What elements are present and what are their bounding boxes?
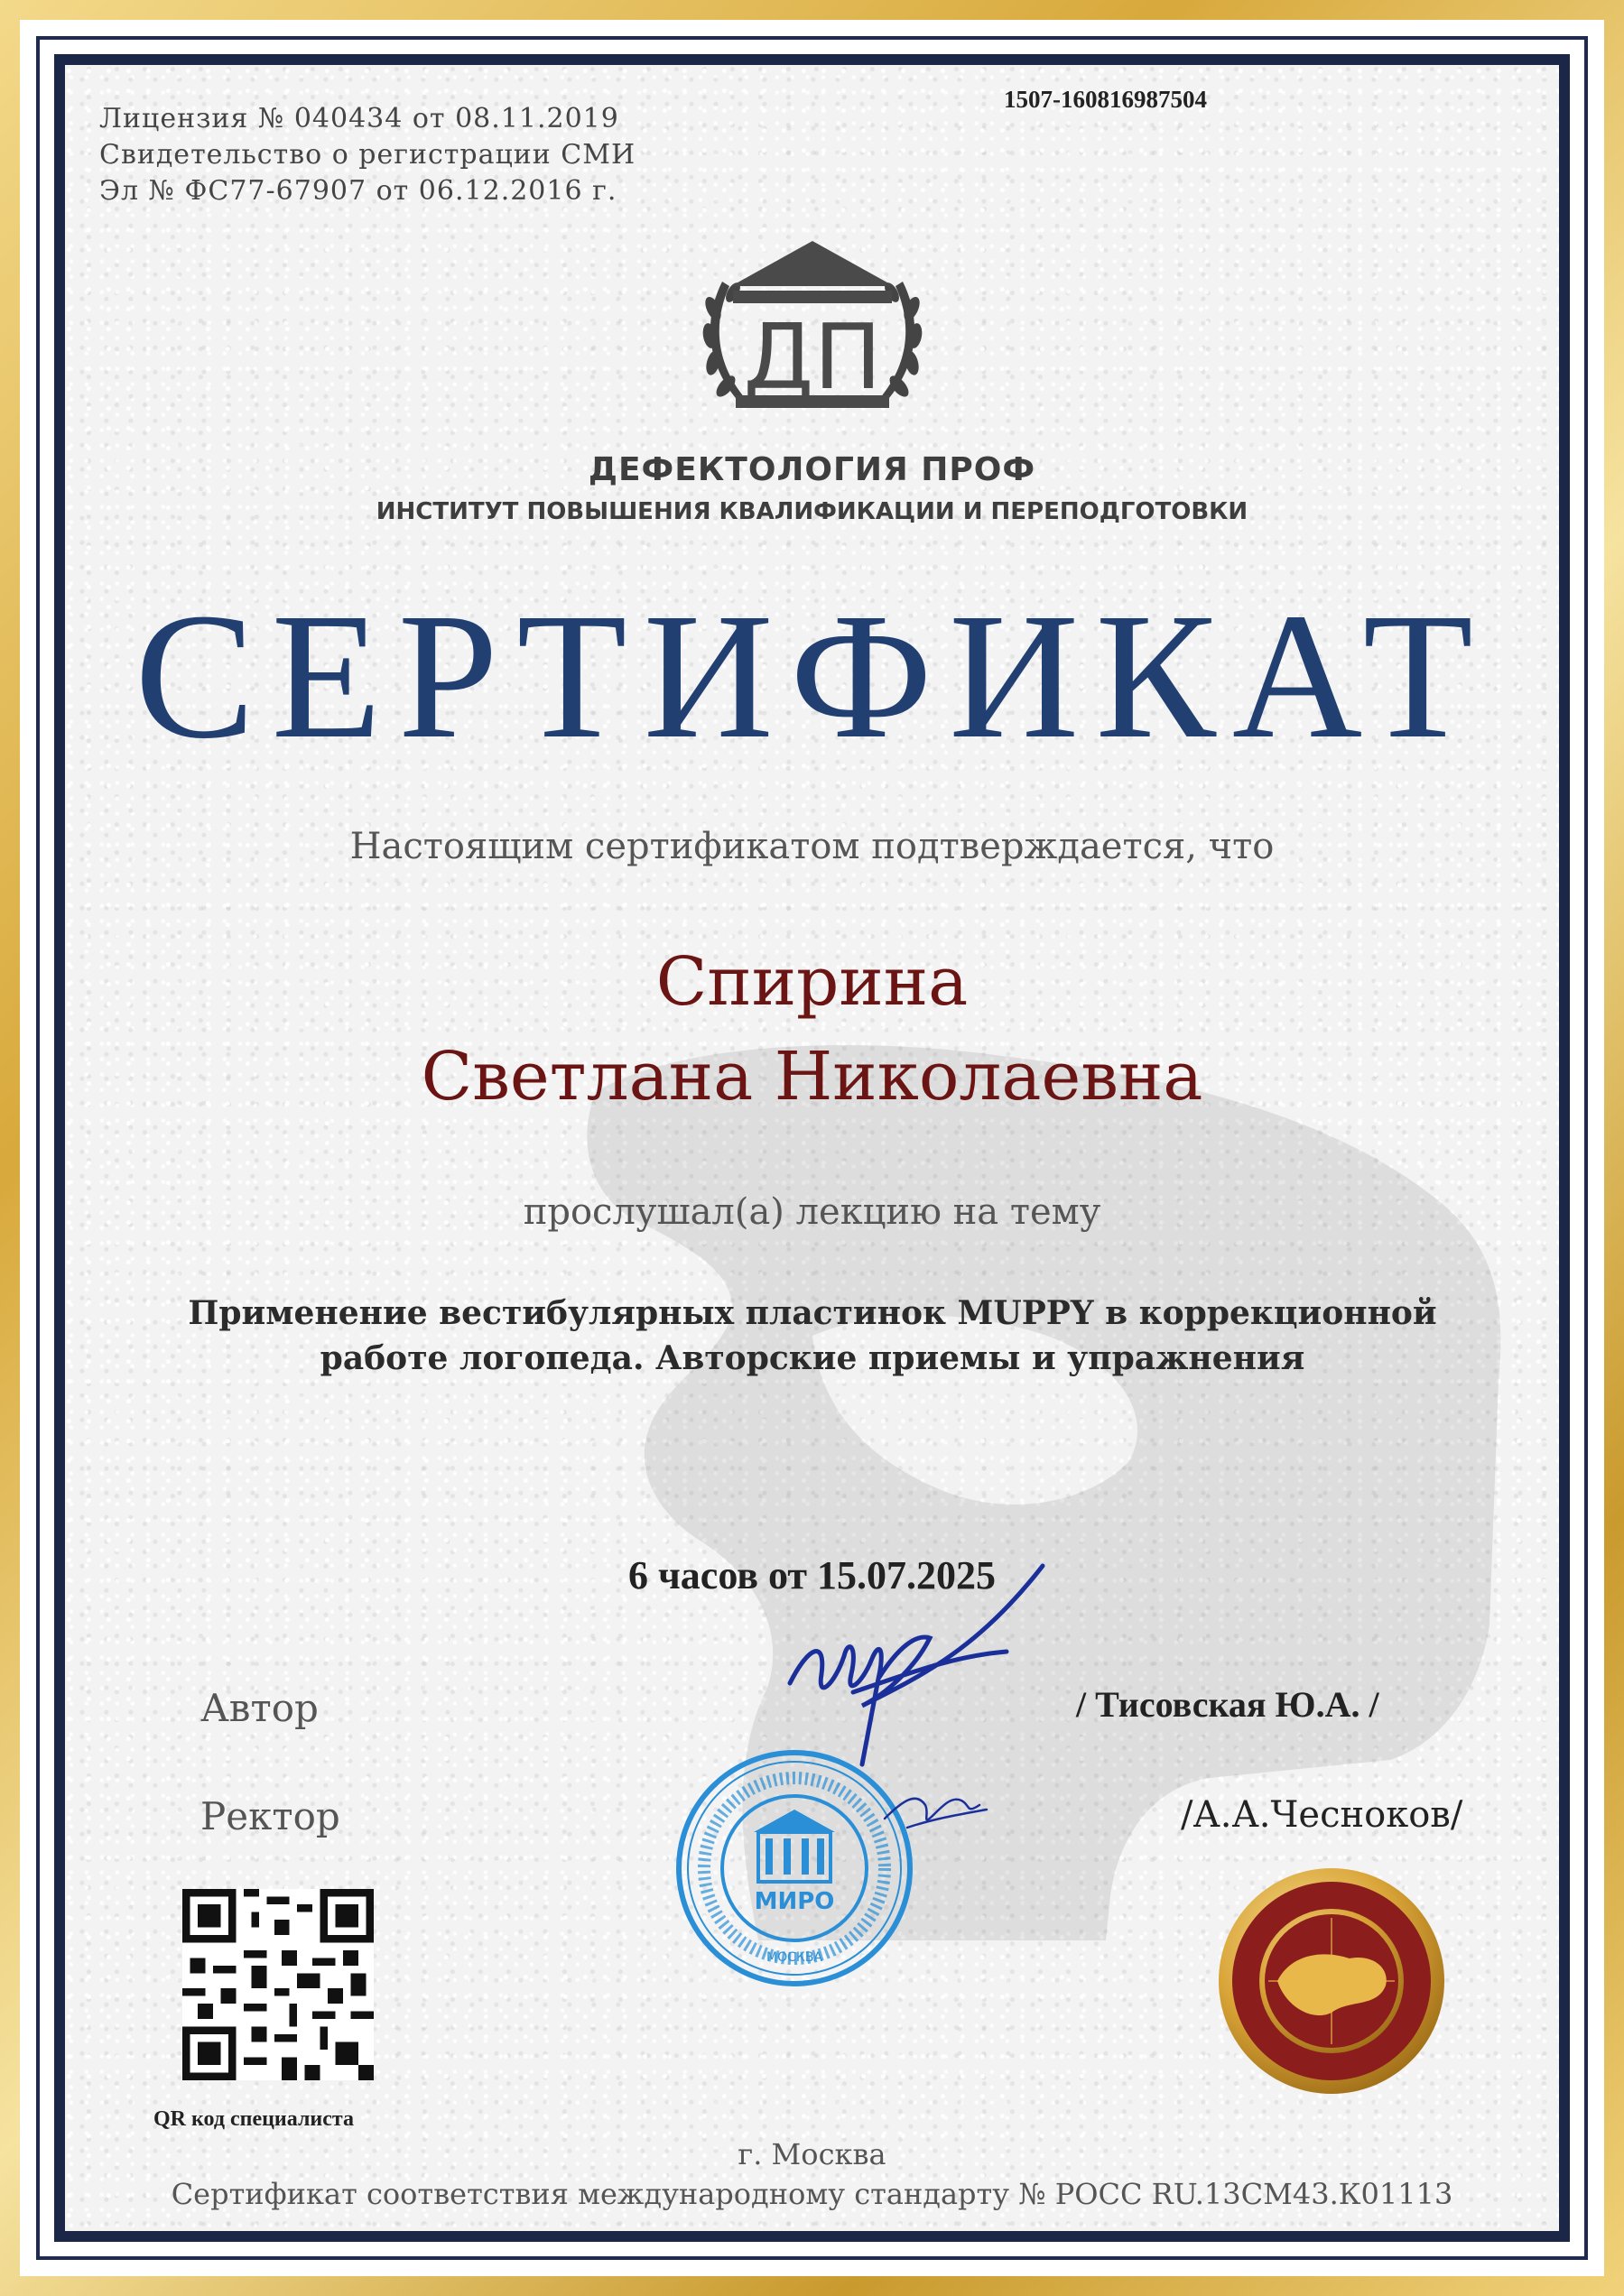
author-label: Автор bbox=[200, 1686, 319, 1730]
certificate-title: СЕРТИФИКАТ bbox=[135, 577, 1489, 776]
media-registration-number: Эл № ФС77-67907 от 06.12.2016 г. bbox=[99, 175, 617, 207]
signature-icon bbox=[772, 1548, 1052, 1773]
recipient-surname: Спирина bbox=[655, 943, 969, 1021]
gold-seal-icon bbox=[1214, 1864, 1449, 2098]
signature-icon bbox=[880, 1764, 988, 1846]
media-registration-line: Свидетельство о регистрации СМИ bbox=[99, 139, 636, 171]
rector-name: /А.А.Чесноков/ bbox=[1181, 1794, 1463, 1836]
topic-line: работе логопеда. Авторские приемы и упражнения bbox=[320, 1339, 1305, 1377]
city: г. Москва bbox=[738, 2137, 886, 2171]
lecture-topic bbox=[135, 1291, 1489, 1381]
institute-logo-icon bbox=[686, 236, 939, 417]
qr-label: QR код специалиста bbox=[153, 2107, 354, 2131]
rector-label: Ректор bbox=[200, 1794, 340, 1838]
author-name: / Тисовская Ю.А. / bbox=[1076, 1684, 1379, 1725]
hours-and-date: 6 часов от 15.07.2025 bbox=[627, 1553, 997, 1597]
stamp-label: МИРО bbox=[754, 1888, 835, 1915]
organization-subtitle: ИНСТИТУТ ПОВЫШЕНИЯ КВАЛИФИКАЦИИ И ПЕРЕПОДГОТОВКИ bbox=[376, 498, 1248, 525]
stamp-city: МОСКВА bbox=[766, 1950, 822, 1965]
certificate-number: 1507-160816987504 bbox=[1004, 86, 1207, 113]
confirm-text: Настоящим сертификатом подтверждается, что bbox=[349, 826, 1275, 867]
recipient-name: Светлана Николаевна bbox=[421, 1038, 1203, 1116]
topic-line: Применение вестибулярных пластинок MUPPY в коррекционной bbox=[188, 1294, 1437, 1332]
license-info bbox=[99, 101, 636, 209]
standard-certificate: Сертификат соответствия международному стандарту № РОСС RU.13СМ43.К01113 bbox=[171, 2177, 1453, 2211]
listened-text: прослушал(а) лекцию на тему bbox=[523, 1191, 1101, 1233]
organization-name: ДЕФЕКТОЛОГИЯ ПРОФ bbox=[588, 451, 1036, 488]
logo-letters: ДП bbox=[743, 304, 882, 410]
license-line: Лицензия № 040434 от 08.11.2019 bbox=[99, 103, 619, 134]
qr-code-icon bbox=[182, 1889, 374, 2080]
